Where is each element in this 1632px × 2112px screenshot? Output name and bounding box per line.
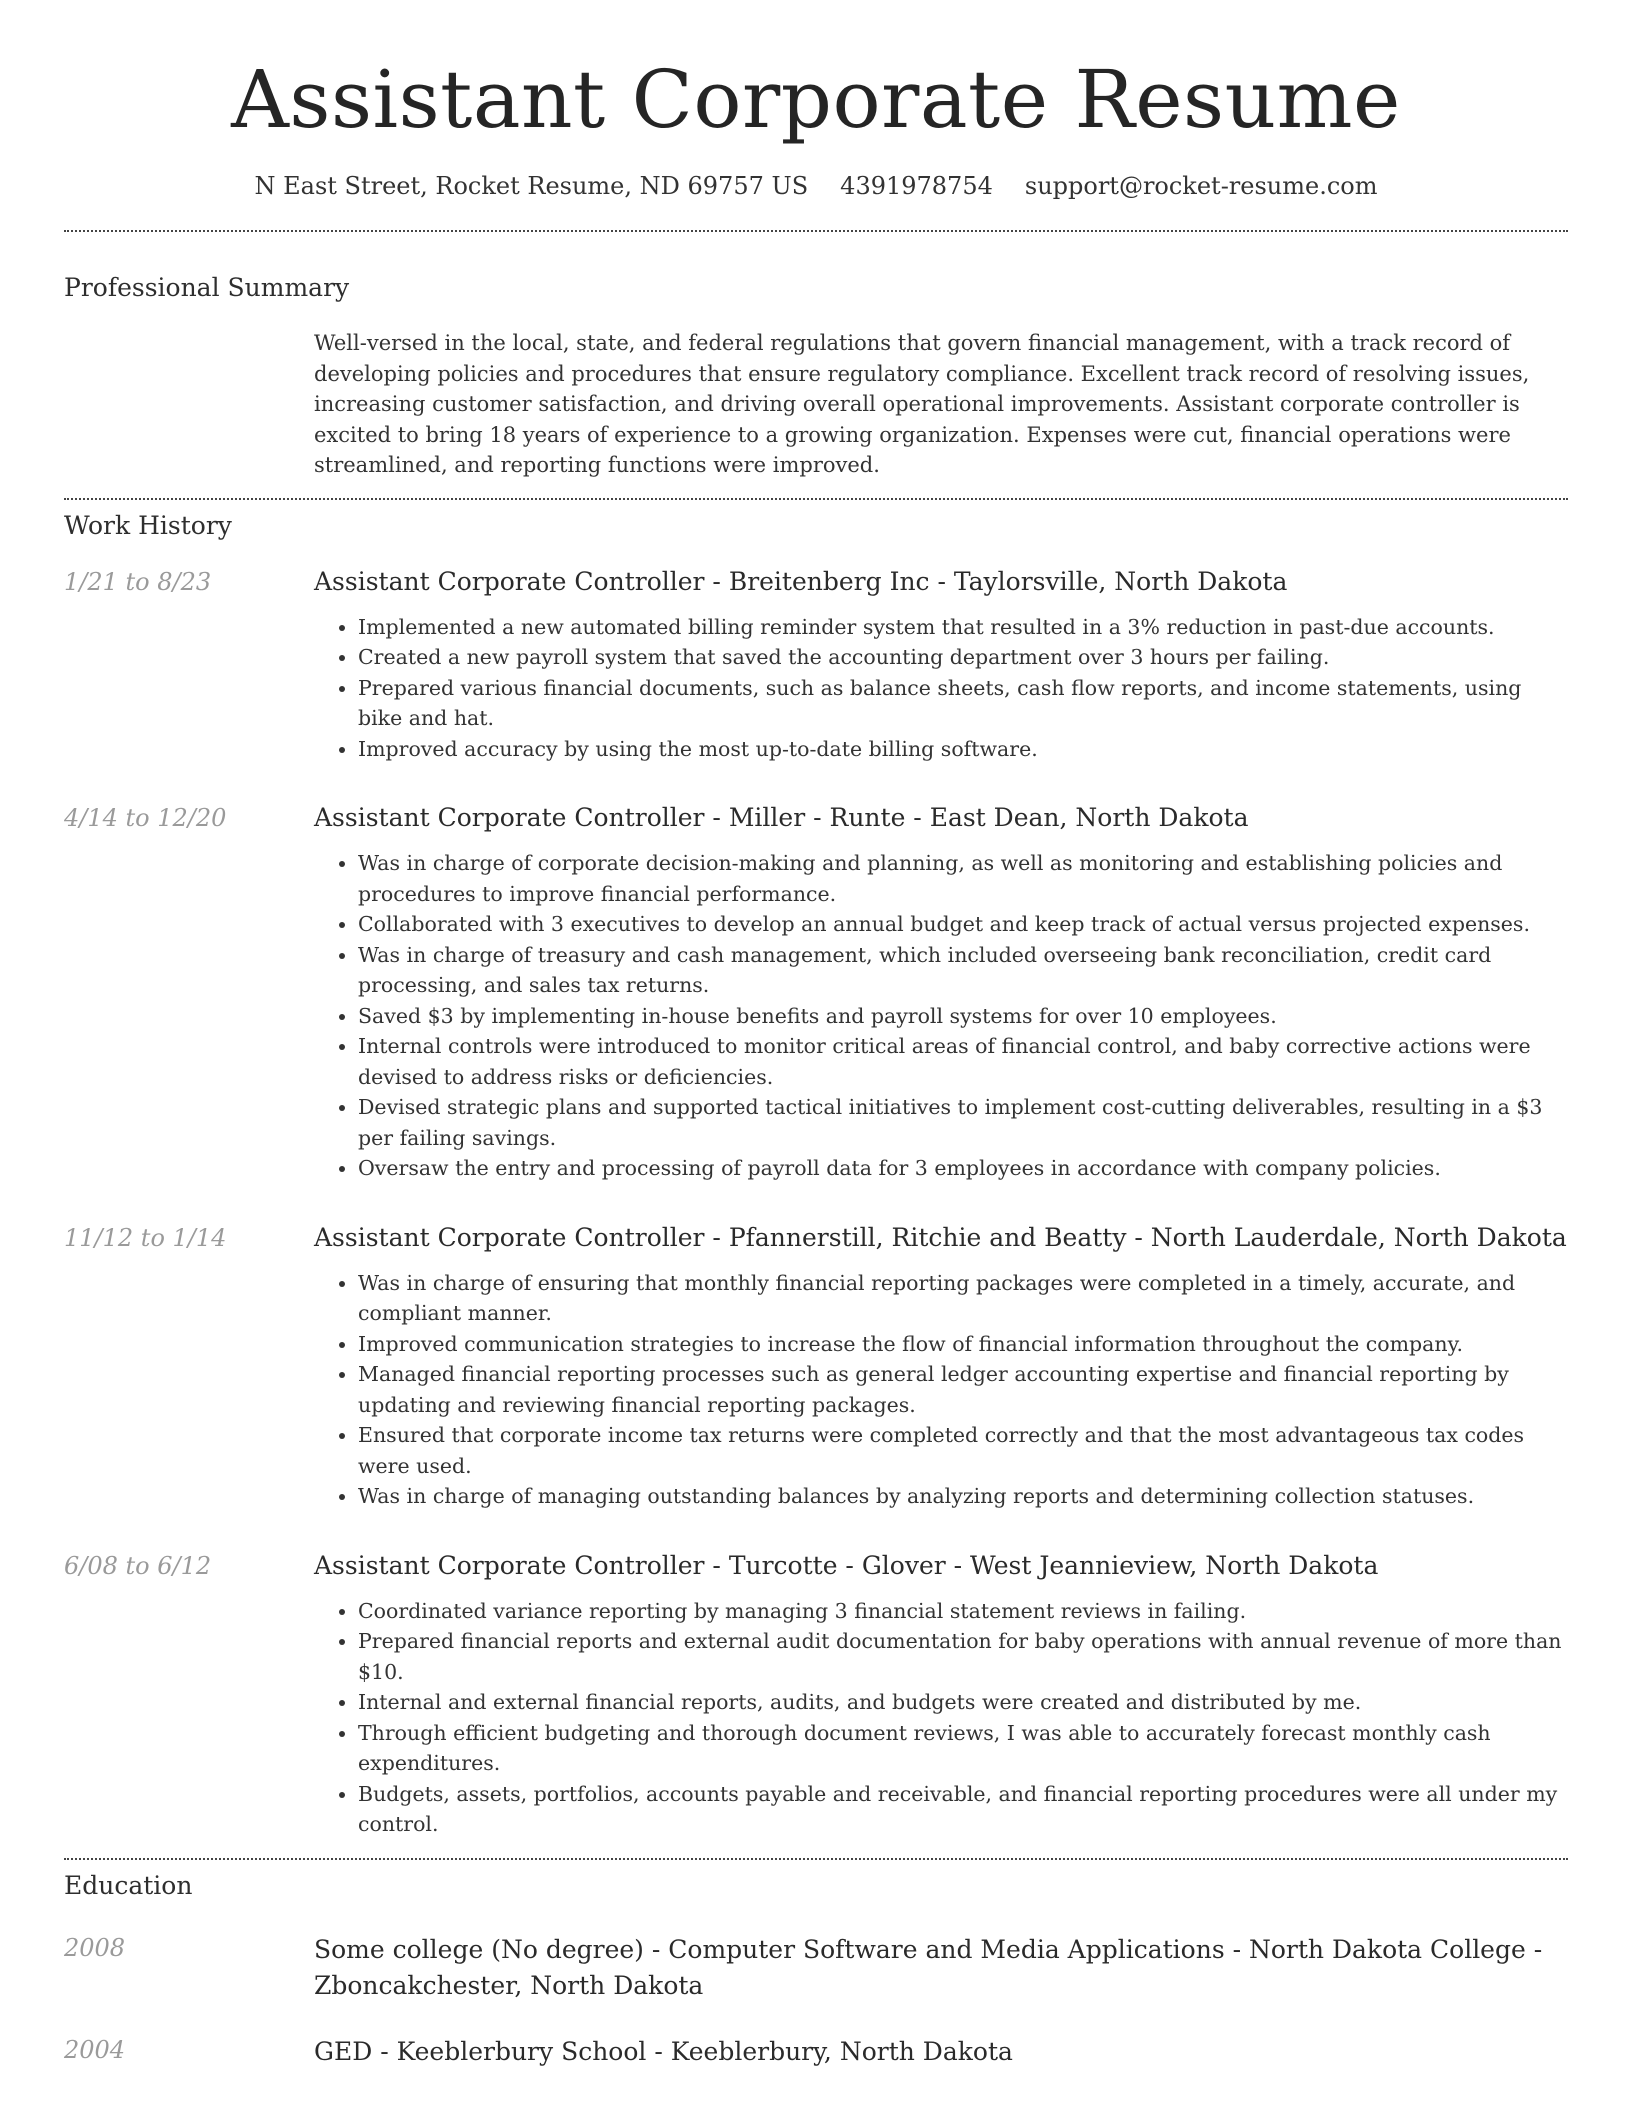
job-bullet: • Budgets, assets, portfolios, accounts payable and receivable, and financial reporting procedures were all under my control. [358, 1779, 1568, 1840]
job-bullet: • Was in charge of treasury and cash management, which included overseeing bank reconciliation, credit card processing, and sales tax returns. [358, 940, 1568, 1001]
work-divider [64, 1858, 1568, 1860]
summary-divider [64, 498, 1568, 500]
resume-title: Assistant Corporate Resume [231, 53, 1401, 146]
education-heading: Education [64, 1870, 193, 1900]
job-bullet: • Internal controls were introduced to monitor critical areas of financial control, and baby corrective actions were devised to address risks or deficiencies. [358, 1031, 1568, 1092]
job-dates: 6/08 to 6/12 [64, 1551, 212, 1580]
job-bullet: • Was in charge of ensuring that monthly financial reporting packages were completed in a timely, accurate, and compliant manner. [358, 1268, 1568, 1329]
education-year: 2008 [64, 1933, 126, 1962]
job-bullet: • Created a new payroll system that saved the accounting department over 3 hours per failing. [358, 642, 1568, 673]
education-section [64, 1870, 1568, 2070]
job-bullets [314, 848, 1568, 1184]
job-heading: Assistant Corporate Controller - Breitenberg Inc - Taylorsville, North Dakota [314, 566, 1288, 596]
job-dates: 4/14 to 12/20 [64, 804, 227, 832]
job-bullets [314, 1268, 1568, 1512]
job-bullet: • Prepared financial reports and external audit documentation for baby operations with annual revenue of more than $10. [358, 1626, 1568, 1687]
education-details: Some college (No degree) - Computer Software and Media Applications - North Dakota College - Zboncakchester, North Dakota [314, 1934, 1543, 2000]
job-bullet: • Devised strategic plans and supported tactical initiatives to implement cost-cutting deliverables, resulting in a $3 per failing savings. [358, 1092, 1568, 1153]
job-entry [64, 802, 1568, 1184]
job-entry [64, 566, 1568, 765]
contact-address: N East Street, Rocket Resume, ND 69757 US [254, 172, 809, 200]
contact-email: support@rocket-resume.com [1024, 172, 1378, 200]
job-bullet: • Was in charge of corporate decision-making and planning, as well as monitoring and establishing policies and procedures to improve financial performance. [358, 848, 1568, 909]
job-bullets [314, 612, 1568, 765]
job-heading: Assistant Corporate Controller - Pfannerstill, Ritchie and Beatty - North Lauderdale, North Dakota [314, 1222, 1567, 1252]
job-body [314, 802, 1568, 1184]
job-bullet: • Coordinated variance reporting by managing 3 financial statement reviews in failing. [358, 1596, 1568, 1627]
contact-line [64, 170, 1568, 202]
job-bullet: • Internal and external financial reports, audits, and budgets were created and distributed by me. [358, 1687, 1568, 1718]
job-entry [64, 1550, 1568, 1840]
job-bullet: • Ensured that corporate income tax returns were completed correctly and that the most advantageous tax codes were used. [358, 1420, 1568, 1481]
job-bullet: • Implemented a new automated billing reminder system that resulted in a 3% reduction in past-due accounts. [358, 612, 1568, 643]
job-body [314, 566, 1568, 765]
job-body [314, 1550, 1568, 1840]
work-history-section [64, 510, 1568, 1840]
job-bullets [314, 1596, 1568, 1840]
job-bullet: • Improved communication strategies to increase the flow of financial information throughout the company. [358, 1329, 1568, 1360]
education-entry [64, 1932, 1568, 2004]
summary-section [64, 272, 1568, 481]
job-heading: Assistant Corporate Controller - Miller - Runte - East Dean, North Dakota [314, 803, 1249, 832]
header-divider [64, 230, 1568, 232]
job-bullet: • Improved accuracy by using the most up-to-date billing software. [358, 734, 1568, 765]
contact-phone: 4391978754 [840, 172, 993, 200]
job-entry [64, 1222, 1568, 1512]
job-heading: Assistant Corporate Controller - Turcotte - Glover - West Jeannieview, North Dakota [314, 1550, 1379, 1580]
work-history-heading: Work History [64, 510, 232, 540]
job-dates: 1/21 to 8/23 [64, 567, 212, 596]
job-body [314, 1222, 1568, 1512]
job-dates: 11/12 to 1/14 [64, 1223, 227, 1252]
job-bullet: • Was in charge of managing outstanding balances by analyzing reports and determining collection statuses. [358, 1481, 1568, 1512]
summary-heading: Professional Summary [64, 273, 350, 302]
education-entry [64, 2034, 1568, 2070]
job-bullet: • Prepared various financial documents, such as balance sheets, cash flow reports, and income statements, using bike and hat. [358, 673, 1568, 734]
education-details: GED - Keeblerbury School - Keeblerbury, North Dakota [314, 2036, 1013, 2066]
job-bullet: • Managed financial reporting processes such as general ledger accounting expertise and financial reporting by updating and reviewing financial reporting packages. [358, 1359, 1568, 1420]
job-bullet: • Through efficient budgeting and thorough document reviews, I was able to accurately forecast monthly cash expenditures. [358, 1718, 1568, 1779]
education-year: 2004 [64, 2035, 126, 2064]
job-bullet: • Saved $3 by implementing in-house benefits and payroll systems for over 10 employees. [358, 1001, 1568, 1032]
job-bullet: • Collaborated with 3 executives to develop an annual budget and keep track of actual versus projected expenses. [358, 909, 1568, 940]
job-bullet: • Oversaw the entry and processing of payroll data for 3 employees in accordance with company policies. [358, 1153, 1568, 1184]
summary-text: Well-versed in the local, state, and federal regulations that govern financial management, with a track record of developing policies and procedures that ensure regulatory compliance. Excellent track record of resolving issues, increasing customer satisfaction, and driving overall operational improvements. Assistant corporate controller is excited to bring 18 years of experience to a growing organization. Expenses were cut, financial operations were streamlined, and reporting functions were improved. [314, 331, 1530, 477]
